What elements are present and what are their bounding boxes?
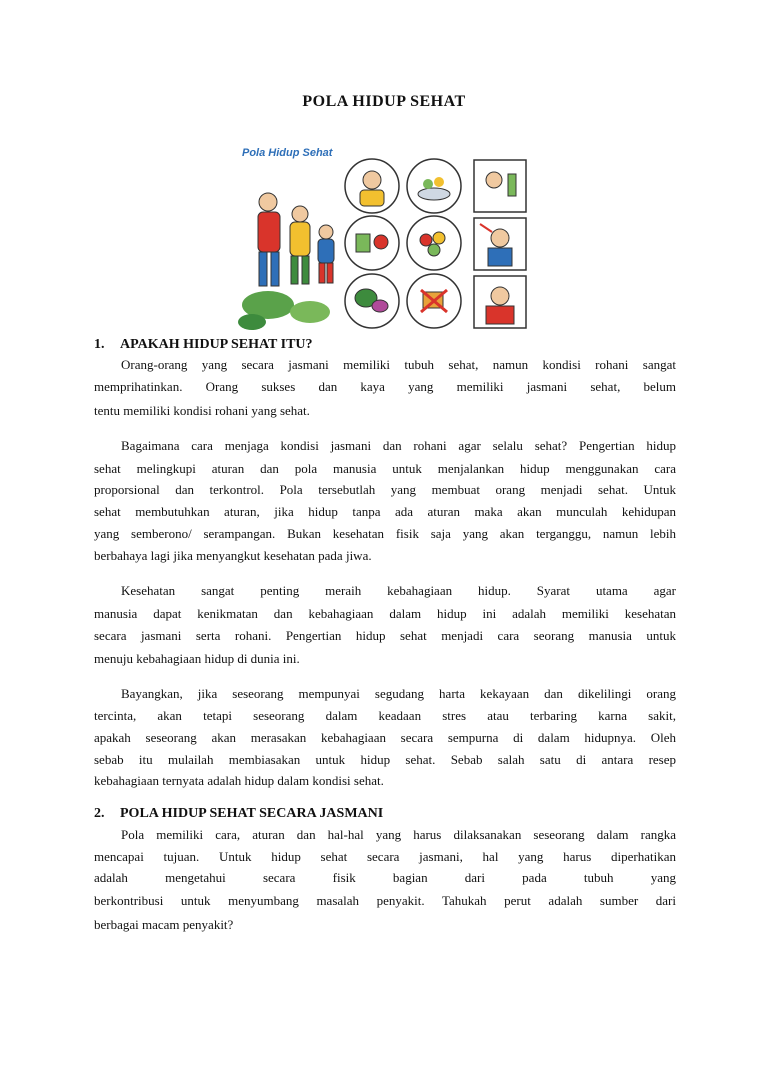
vegetables-icon <box>345 274 399 328</box>
paragraph-line: Bagaimana cara menjaga kondisi jasmani dan rohani agar selalu sehat? Pengertian hidup <box>121 438 676 453</box>
paragraph-line: tentu memiliki kondisi rohani yang sehat. <box>94 403 310 418</box>
section-1-heading <box>94 337 313 353</box>
paragraph-line: memprihatinkan. Orang sukses dan kaya yang memiliki jasmani sehat, belum <box>94 379 676 394</box>
paragraph-line: sebab itu mulailah membiasakan untuk hidup sehat. Sebab salah satu di antara resep <box>94 752 676 767</box>
paragraph-line: secara jasmani serta rohani. Pengertian hidup sehat menjadi cara seorang manusia untuk <box>94 628 676 643</box>
paragraph-line: mencapai tujuan. Untuk hidup sehat secara jasmani, hal yang harus diperhatikan <box>94 849 676 864</box>
grass-plants-decoration <box>238 291 330 330</box>
paragraph-line: berkontribusi untuk menyumbang masalah penyakit. Tahukah perut adalah sumber dari <box>94 893 676 908</box>
paragraph-line: menuju kebahagiaan hidup di dunia ini. <box>94 651 300 666</box>
stress-icon <box>474 218 526 270</box>
paragraph-line: manusia dapat kenikmatan dan kebahagiaan dalam hidup ini adalah memiliki kesehatan <box>94 606 676 621</box>
section-2-heading <box>94 806 383 822</box>
section-2-number: 2. <box>94 806 105 821</box>
page-title: POLA HIDUP SEHAT <box>302 93 466 110</box>
food-selection-icon <box>345 216 399 270</box>
paragraph-line: berbahaya lagi jika menyangkut kesehatan pada jiwa. <box>94 548 372 563</box>
healthy-lifestyle-illustration <box>238 140 530 338</box>
paragraph-line: proporsional dan terkontrol. Pola tersebutlah yang membuat orang menjadi sehat. Untuk <box>94 482 676 497</box>
sick-person-icon <box>474 276 526 328</box>
section-1-number: 1. <box>94 337 105 352</box>
paragraph-line: kebahagiaan ternyata adalah hidup dalam kondisi sehat. <box>94 773 384 788</box>
section-2-title: POLA HIDUP SEHAT SECARA JASMANI <box>120 806 384 821</box>
paragraph-line: Bayangkan, jika seseorang mempunyai segudang harta kekayaan dan dikelilingi orang <box>121 686 676 701</box>
paragraph-line: tercinta, akan tetapi seseorang dalam keadaan stres atau terbaring karna sakit, <box>94 708 676 723</box>
balanced-meal-icon <box>407 159 461 213</box>
fruit-basket-icon <box>407 216 461 270</box>
paragraph-line: yang semberono/ serampangan. Bukan kesehatan fisik saja yang akan terganggu, namun lebih <box>94 526 676 541</box>
paragraph-line: Orang-orang yang secara jasmani memiliki tubuh sehat, namun kondisi rohani sangat <box>121 357 676 372</box>
paragraph-line: apakah seseorang akan merasakan kebahagiaan secara sempurna di dalam hidupnya. Oleh <box>94 730 676 745</box>
paragraph-line: berbagai macam penyakit? <box>94 917 234 932</box>
walking-family-figure <box>258 193 334 286</box>
paragraph-line: sehat melingkupi aturan dan pola manusia untuk menjalankan hidup menggunakan cara <box>94 461 676 476</box>
no-junk-food-icon <box>407 274 461 328</box>
section-1-title: APAKAH HIDUP SEHAT ITU? <box>120 337 313 352</box>
paragraph-line: adalah mengetahui secara fisik bagian dari pada tubuh yang <box>94 870 676 885</box>
smoking-drinking-icon <box>474 160 526 212</box>
paragraph-line: Kesehatan sangat penting meraih kebahagiaan hidup. Syarat utama agar <box>121 583 676 598</box>
healthy-eating-icon <box>345 159 399 213</box>
paragraph-line: sehat membutuhkan aturan, jika hidup tanpa ada aturan maka akan munculah kehidupan <box>94 504 676 519</box>
illustration-label: Pola Hidup Sehat <box>242 147 333 159</box>
paragraph-line: Pola memiliki cara, aturan dan hal-hal yang harus dilaksanakan seseorang dalam rangka <box>121 827 676 842</box>
